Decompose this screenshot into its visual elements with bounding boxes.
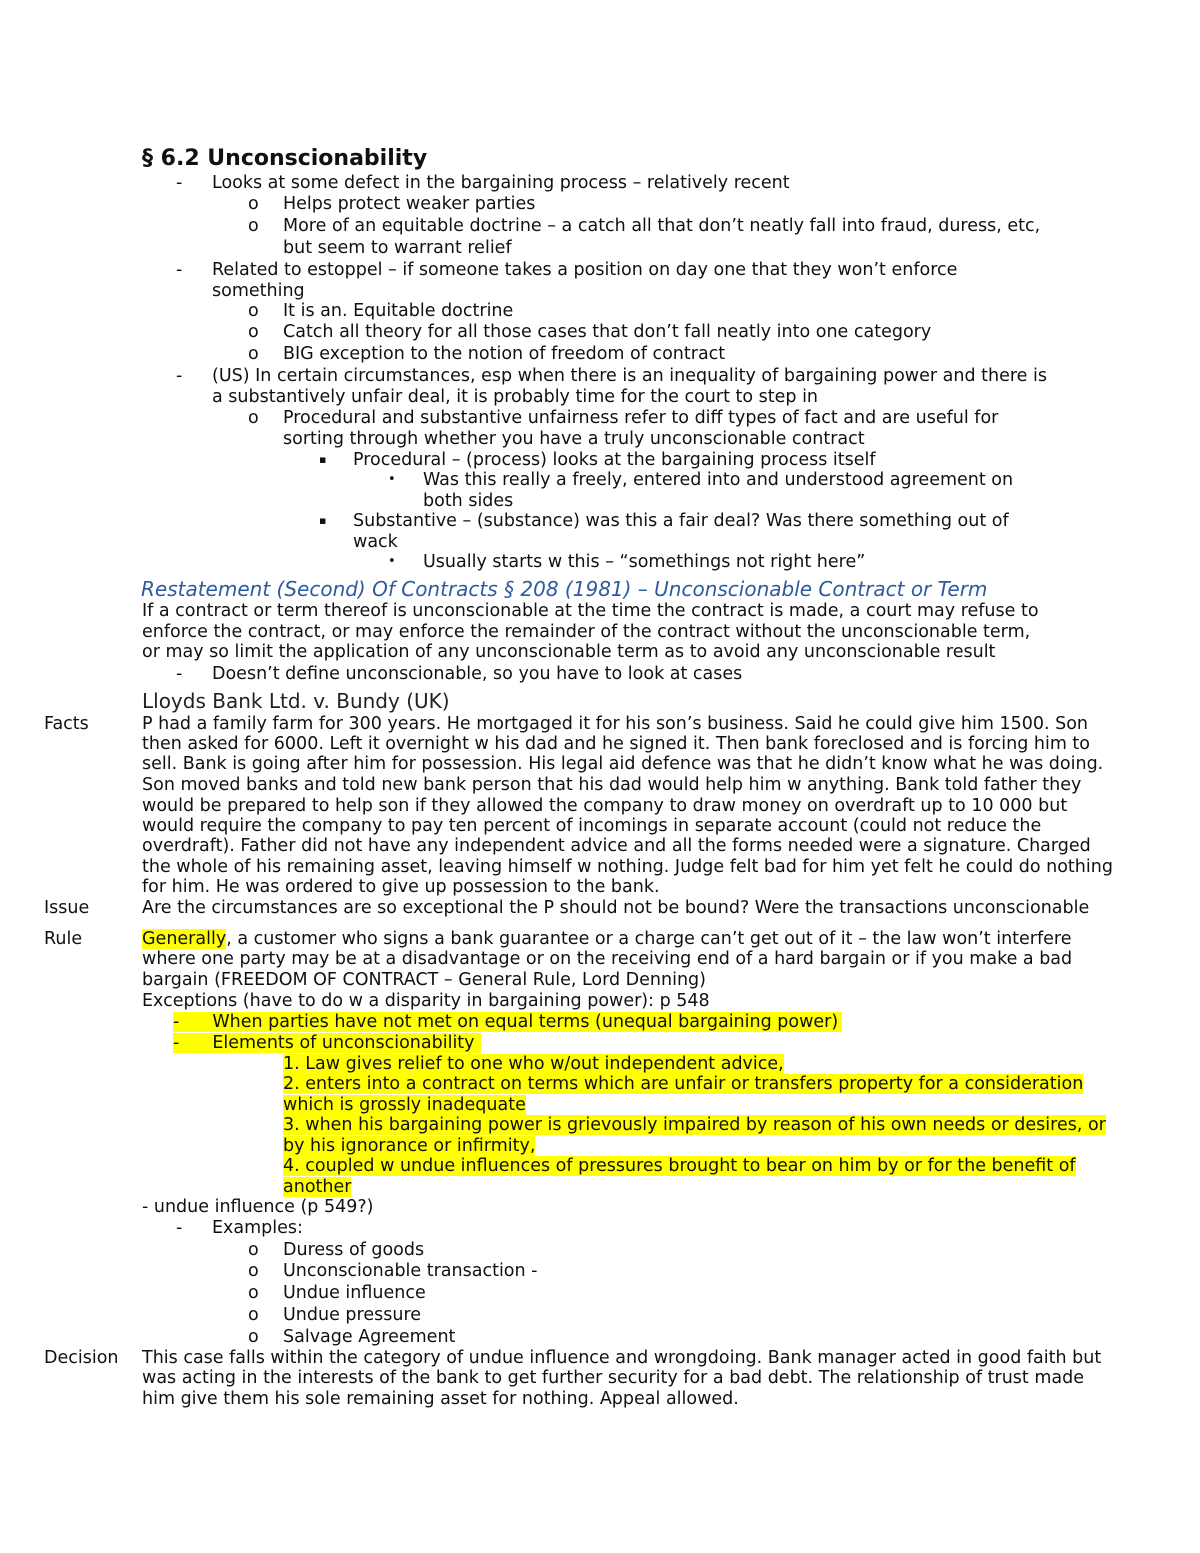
circle-bullet: o: [248, 322, 259, 342]
intro-sub-bullet: More of an equitable doctrine – a catch all that don’t neatly fall into fraud, duress, etc,: [283, 216, 1041, 236]
substantive-item-cont: wack: [353, 532, 398, 552]
dash-bullet: -: [173, 1012, 180, 1032]
rule-line: bargain (FREEDOM OF CONTRACT – General Rule, Lord Denning): [142, 970, 706, 990]
facts-line: overdraft). Father did not have any independent advice and all the forms needed were a signature. Charged: [142, 836, 1091, 856]
procedural-item: Procedural – (process) looks at the bargaining process itself: [353, 450, 876, 470]
restatement-text: or may so limit the application of any unconscionable term as to avoid any unconscionable result: [142, 642, 996, 662]
circle-bullet: o: [248, 216, 259, 236]
example-item: Salvage Agreement: [283, 1327, 456, 1347]
dash-bullet: -: [176, 664, 183, 684]
facts-line: would be prepared to help son if they allowed the company to draw money on overdraft up to 10 000 but: [142, 796, 1068, 816]
intro-sub-bullet: Procedural and substantive unfairness refer to diff types of fact and are useful for: [283, 408, 999, 428]
substantive-sub-item: Usually starts w this – “somethings not right here”: [423, 552, 866, 572]
rule-line: [142, 929, 1072, 949]
procedural-sub-item: Was this really a freely, entered into and understood agreement on: [423, 470, 1014, 490]
procedural-sub-item-cont: both sides: [423, 491, 514, 511]
circle-bullet: o: [248, 1283, 259, 1303]
case-title: Lloyds Bank Ltd. v. Bundy (UK): [142, 689, 450, 713]
dash-bullet: -: [176, 173, 183, 193]
element-2: 2. enters into a contract on terms which are unfair or transfers property for a consideration: [283, 1074, 1084, 1094]
square-bullet: ▪: [319, 453, 327, 466]
circle-bullet: o: [248, 194, 259, 214]
intro-sub-bullet: It is an. Equitable doctrine: [283, 301, 514, 321]
facts-line: P had a family farm for 300 years. He mortgaged it for his son’s business. Said he could give him 1500. Son: [142, 714, 1089, 734]
restatement-text: enforce the contract, or may enforce the remainder of the contract without the unconscionable term,: [142, 622, 1031, 642]
element-4: 4. coupled w undue influences of pressures brought to bear on him by or for the benefit of: [283, 1156, 1076, 1176]
example-item: Unconscionable transaction -: [283, 1261, 538, 1281]
substantive-item: Substantive – (substance) was this a fair deal? Was there something out of: [353, 511, 1009, 531]
circle-bullet: o: [248, 344, 259, 364]
element-3: 3. when his bargaining power is grievously impaired by reason of his own needs or desires, or: [283, 1115, 1106, 1135]
exception-1: When parties have not met on equal terms (unequal bargaining power): [212, 1012, 839, 1032]
dash-bullet: -: [176, 260, 183, 280]
circle-bullet: o: [248, 1327, 259, 1347]
issue-text: Are the circumstances are so exceptional the P should not be bound? Were the transactions unconscionable: [142, 898, 1090, 918]
dot-bullet: •: [388, 472, 396, 487]
circle-bullet: o: [248, 1305, 259, 1325]
dash-bullet: -: [173, 1033, 180, 1053]
intro-sub-bullet-cont: but seem to warrant relief: [283, 238, 512, 258]
rule-exceptions: Exceptions (have to do w a disparity in bargaining power): p 548: [142, 991, 710, 1011]
restatement-text: If a contract or term thereof is unconscionable at the time the contract is made, a court may refuse to: [142, 601, 1039, 621]
exception-2-highlight: [173, 1033, 481, 1053]
circle-bullet: o: [248, 301, 259, 321]
rule-generally-highlight: Generally: [142, 929, 227, 949]
example-item: Duress of goods: [283, 1240, 425, 1260]
facts-line: for him. He was ordered to give up possession to the bank.: [142, 877, 660, 897]
facts-line: Son moved banks and told new bank person that his dad would help him w anything. Bank told father they: [142, 775, 1082, 795]
square-bullet: ▪: [319, 514, 327, 527]
intro-bullet-3-cont: a substantively unfair deal, it is probably time for the court to step in: [212, 387, 819, 407]
decision-line: him give them his sole remaining asset for nothing. Appeal allowed.: [142, 1389, 739, 1409]
facts-label: Facts: [44, 714, 89, 734]
example-item: Undue influence: [283, 1283, 426, 1303]
intro-bullet-2: Related to estoppel – if someone takes a position on day one that they won’t enforce: [212, 260, 958, 280]
facts-line: the whole of his remaining asset, leaving himself w nothing. Judge felt bad for him yet felt he could do nothing: [142, 857, 1113, 877]
dash-bullet: -: [176, 366, 183, 386]
element-1: 1. Law gives relief to one who w/out independent advice,: [283, 1054, 784, 1074]
circle-bullet: o: [248, 1261, 259, 1281]
dash-bullet: -: [176, 1218, 183, 1238]
exception-1-highlight: [173, 1012, 842, 1032]
facts-line: would require the company to pay ten percent of incomings in separate account (could not reduce the: [142, 816, 1042, 836]
intro-sub-bullet-cont: sorting through whether you have a truly unconscionable contract: [283, 429, 865, 449]
decision-line: This case falls within the category of undue influence and wrongdoing. Bank manager acted in good faith but: [142, 1348, 1102, 1368]
intro-bullet-3: (US) In certain circumstances, esp when there is an inequality of bargaining power and there is: [212, 366, 1047, 386]
undue-influence-line: - undue influence (p 549?): [142, 1197, 374, 1217]
element-3-cont: by his ignorance or infirmity,: [283, 1136, 536, 1156]
intro-sub-bullet: Catch all theory for all those cases that don’t fall neatly into one category: [283, 322, 932, 342]
element-2-cont: which is grossly inadequate: [283, 1095, 526, 1115]
facts-line: sell. Bank is going after him for possession. His legal aid defence was that he didn’t know what he was doing.: [142, 754, 1104, 774]
dot-bullet: •: [388, 554, 396, 569]
intro-sub-bullet: Helps protect weaker parties: [283, 194, 536, 214]
element-4-cont: another: [283, 1177, 352, 1197]
intro-sub-bullet: BIG exception to the notion of freedom of contract: [283, 344, 726, 364]
decision-label: Decision: [44, 1348, 119, 1368]
decision-line: was acting in the interests of the bank to get further security for a bad debt. The relationship of trust made: [142, 1368, 1084, 1388]
rule-line: where one party may be at a disadvantage or on the receiving end of a hard bargain or if you make a bad: [142, 949, 1073, 969]
issue-label: Issue: [44, 898, 90, 918]
facts-line: then asked for 6000. Left it overnight w his dad and he signed it. Then bank foreclosed and is forcing him to: [142, 734, 1090, 754]
rule-line-rest: , a customer who signs a bank guarantee or a charge can’t get out of it – the law won’t interfere: [226, 929, 1072, 949]
rule-label: Rule: [44, 929, 83, 949]
circle-bullet: o: [248, 408, 259, 428]
section-heading: § 6.2 Unconscionability: [142, 146, 428, 171]
restatement-bullet: Doesn’t define unconscionable, so you have to look at cases: [212, 664, 743, 684]
intro-bullet-1: Looks at some defect in the bargaining process – relatively recent: [212, 173, 790, 193]
example-item: Undue pressure: [283, 1305, 422, 1325]
restatement-title: Restatement (Second) Of Contracts § 208 (1981) – Unconscionable Contract or Term: [141, 577, 988, 601]
examples-label: Examples:: [212, 1218, 303, 1238]
intro-bullet-2-cont: something: [212, 281, 305, 301]
circle-bullet: o: [248, 1240, 259, 1260]
exception-2: Elements of unconscionability: [212, 1033, 475, 1053]
